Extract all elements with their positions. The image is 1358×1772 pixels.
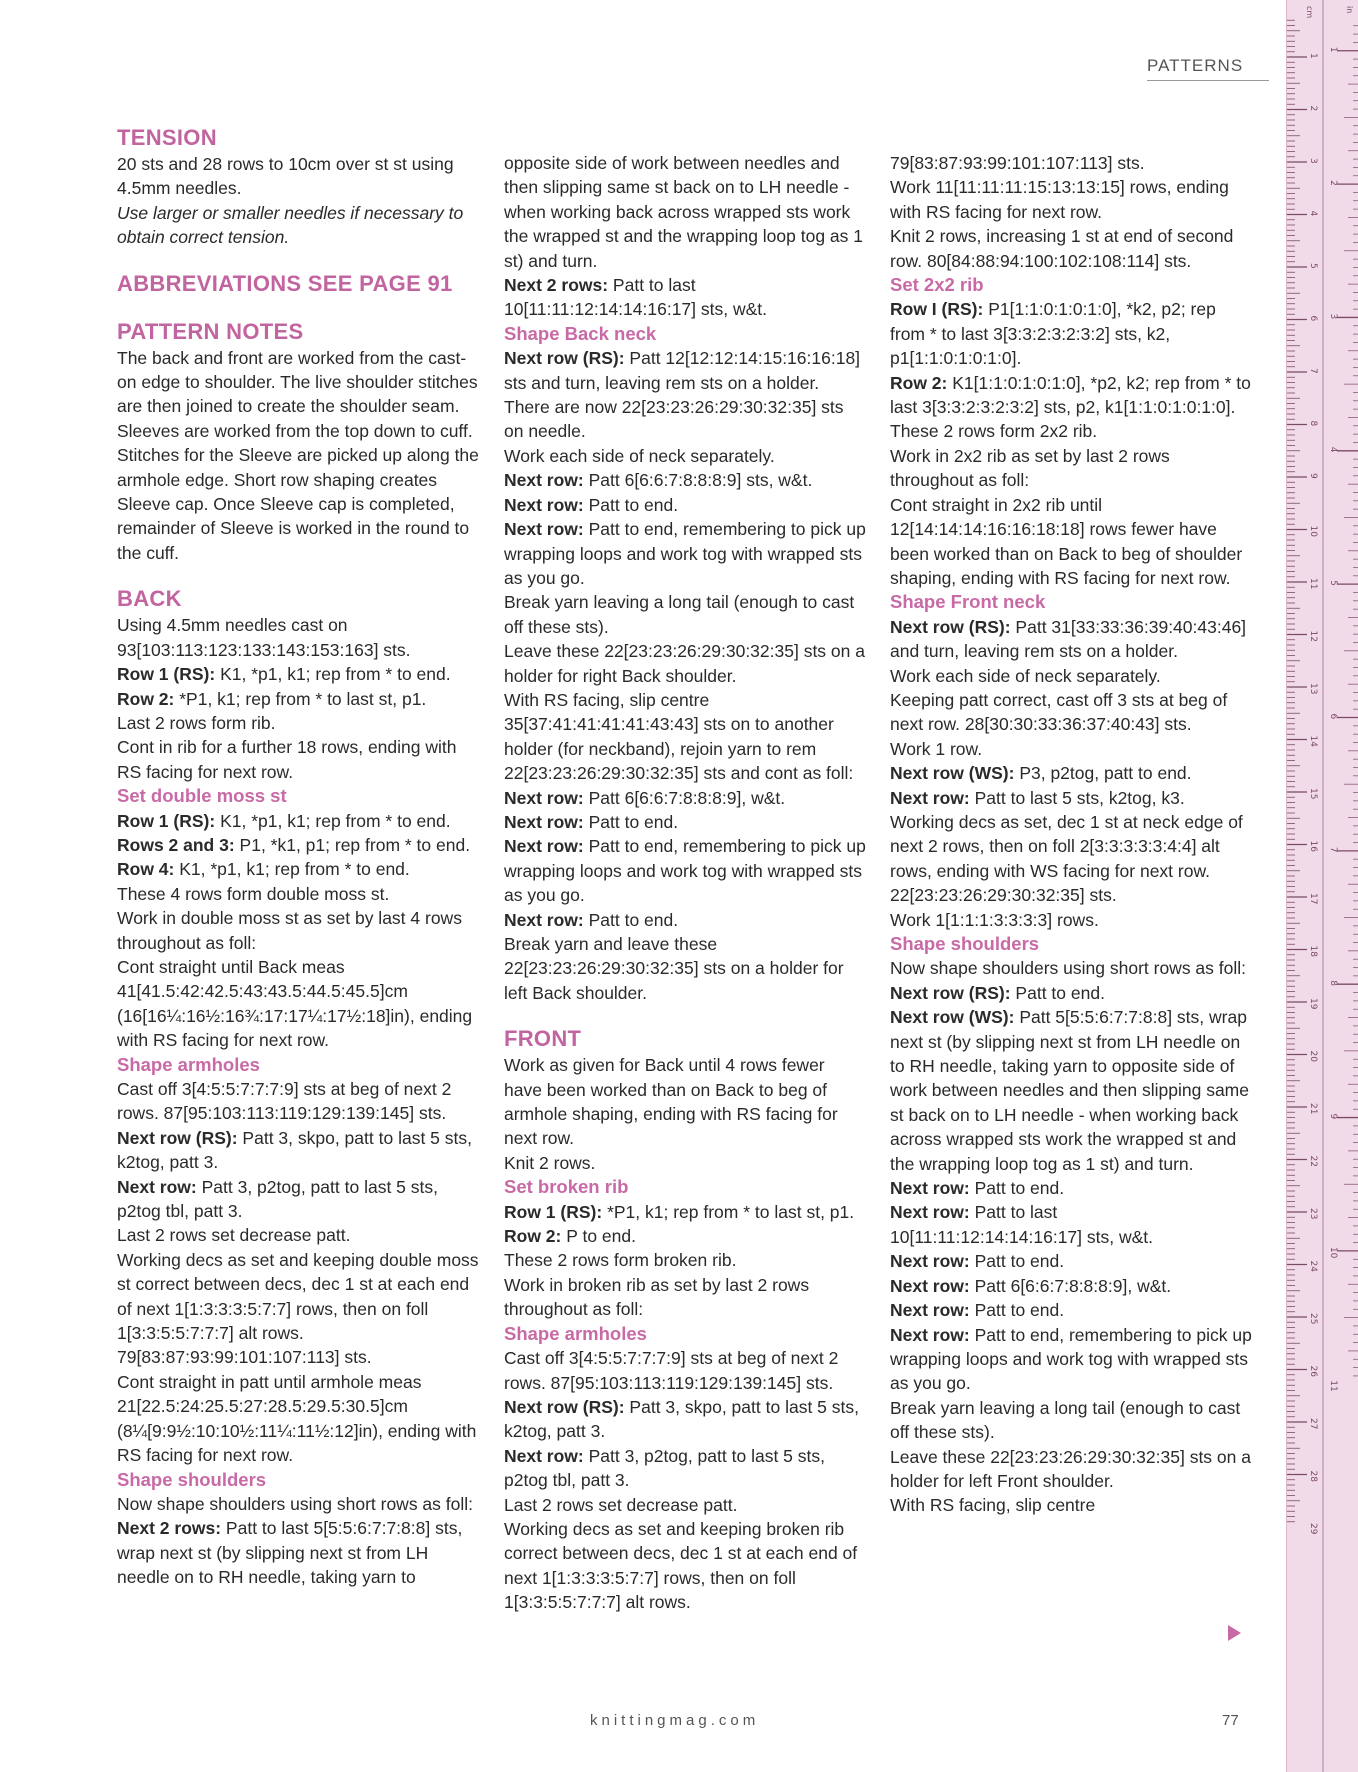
- instruction: Working decs as set and keeping broken rib correct between decs, dec 1 st at each end of next 1[1:3:3:3:5:7:7] rows, then on foll 1[3:3:5:5:7:7:7] alt rows.: [504, 1518, 858, 1613]
- row-instruction: [890, 786, 1252, 810]
- row-instruction: [504, 468, 866, 492]
- row-label: Next row:: [504, 836, 584, 857]
- ruler-cm-label: 24: [1308, 1260, 1318, 1272]
- instruction: Cont straight in 2x2 rib until 12[14:14:14:16:16:18:18] rows fewer have been worked than on Back to beg of shoulder shaping, ending with RS facing for next row.: [890, 494, 1243, 588]
- row-instruction: [504, 493, 866, 517]
- row-text: Patt to end, remembering to pick up wrapping loops and work tog with wrapped sts as you go.: [890, 1324, 1252, 1394]
- ruler-inch-label: 4: [1328, 446, 1338, 453]
- row-instruction: [504, 1224, 866, 1248]
- row-instruction: [504, 908, 866, 932]
- row-instruction: [504, 834, 866, 907]
- ruler-cm-label: 22: [1308, 1155, 1318, 1167]
- row-text: P to end.: [561, 1226, 636, 1247]
- row-label: Next row:: [504, 494, 584, 515]
- row-label: Rows 2 and 3:: [117, 834, 235, 855]
- ruler-unit-in: in: [1345, 6, 1354, 14]
- row-label: Next row:: [890, 1178, 970, 1199]
- ruler-cm-label: 23: [1308, 1208, 1318, 1220]
- row-instruction: [890, 615, 1252, 664]
- instruction: opposite side of work between needles and then slipping same st back on to LH needle - when working back across wrapped sts work the wrapped st and the wrapping loop tog as 1 st) and turn.: [504, 153, 863, 271]
- ruler-cm-label: 3: [1308, 158, 1318, 164]
- instruction: Last 2 rows set decrease patt.: [117, 1225, 351, 1246]
- ruler-cm-label: 26: [1308, 1365, 1318, 1377]
- row-text: Patt to last 5[5:5:6:7:7:8:8] sts, wrap next st (by slipping next st from LH needle on to RH needle, taking yarn to: [117, 1518, 463, 1588]
- notes-paragraph: The back and front are worked from the cast-on edge to shoulder. The live shoulder stitches are then joined to create the shoulder seam.: [117, 347, 478, 417]
- column-1: [117, 124, 479, 1590]
- instruction: Work each side of neck separately.: [504, 445, 775, 466]
- row-label: Next row (RS):: [117, 1127, 238, 1148]
- abbreviations-heading: ABBREVIATIONS SEE PAGE 91: [117, 270, 453, 296]
- ruler-cm-label: 14: [1308, 735, 1318, 747]
- row-text: Patt 6[6:6:7:8:8:8:9] sts, w&t.: [583, 470, 813, 491]
- ruler-unit-cm: cm: [1305, 6, 1314, 19]
- row-instruction: [890, 297, 1252, 370]
- ruler-inch-label: 8: [1328, 980, 1338, 986]
- ruler-cm-label: 29: [1308, 1523, 1318, 1535]
- instruction: Break yarn leaving a long tail (enough to cast off these sts).: [890, 1397, 1241, 1443]
- row-text: Patt to end.: [583, 811, 679, 832]
- instruction: Last 2 rows form rib.: [117, 712, 276, 733]
- ruler-cm-label: 1: [1308, 53, 1318, 59]
- row-label: Next 2 rows:: [117, 1518, 222, 1539]
- row-label: Next row (RS):: [890, 616, 1011, 637]
- row-label: Next row (RS):: [504, 1396, 625, 1417]
- row-label: Next row:: [890, 1275, 970, 1296]
- row-label: Next row:: [504, 1445, 584, 1466]
- ruler-cm-label: 10: [1308, 525, 1318, 537]
- row-text: Patt to last 5 sts, k2tog, k3.: [969, 787, 1185, 808]
- row-label: Row 2:: [504, 1226, 562, 1247]
- row-label: Row 1 (RS):: [117, 664, 216, 685]
- row-text: Patt 3, skpo, patt to last 5 sts, k2tog, patt 3.: [117, 1127, 472, 1173]
- row-instruction: [504, 273, 866, 322]
- row-label: Next row (WS):: [890, 1007, 1015, 1028]
- row-text: Patt to end.: [1010, 982, 1105, 1003]
- row-label: Row I (RS):: [890, 299, 984, 320]
- ruler-cm-label: 2: [1308, 105, 1318, 112]
- row-instruction: [504, 346, 866, 395]
- row-text: Patt to last 10[11:11:12:14:14:16:17] sts, w&t.: [890, 1202, 1154, 1247]
- row-instruction: [504, 786, 866, 810]
- ruler-inch-label: 5: [1328, 580, 1338, 586]
- row-instruction: [504, 1200, 866, 1224]
- instruction: Using 4.5mm needles cast on 93[103:113:123:133:143:153:163] sts.: [117, 615, 411, 660]
- ruler-cm-label: 13: [1308, 683, 1318, 695]
- row-instruction: [890, 1176, 1252, 1200]
- row-label: Next row (RS):: [504, 348, 625, 369]
- row-instruction: [890, 1274, 1252, 1298]
- row-instruction: [504, 517, 866, 590]
- row-text: Patt 3, p2tog, patt to last 5 sts, p2tog tbl, patt 3.: [117, 1176, 438, 1222]
- instruction: Now shape shoulders using short rows as foll:: [117, 1493, 474, 1514]
- instruction: These 2 rows form 2x2 rib.: [890, 421, 1098, 442]
- ruler-cm-label: 27: [1308, 1418, 1318, 1430]
- instruction: Working decs as set, dec 1 st at neck edge of next 2 rows, then on foll 2[3:3:3:3:3:4:4] alt rows, ending with WS facing for next row. 22[23:23:26:29:30:32:35] sts.: [890, 811, 1243, 906]
- shape-shoulders-subheading: Shape shoulders: [117, 1468, 267, 1490]
- instruction: Knit 2 rows, increasing 1 st at end of second row. 80[84:88:94:100:102:108:114] sts.: [890, 226, 1234, 271]
- ruler-cm-label: 12: [1308, 630, 1318, 642]
- ruler-cm-label: 8: [1308, 420, 1318, 427]
- row-text: Patt 12[12:12:14:15:16:16:18] sts and turn, leaving rem sts on a holder.: [504, 348, 861, 393]
- double-moss-subheading: Set double moss st: [117, 785, 287, 807]
- row-label: Row 4:: [117, 859, 175, 880]
- instruction: Leave these 22[23:23:26:29:30:32:35] sts on a holder for left Front shoulder.: [890, 1446, 1251, 1491]
- ruler-cm-label: 6: [1308, 315, 1318, 322]
- page-number: 77: [1222, 1712, 1239, 1729]
- row-instruction: [117, 809, 479, 833]
- ruler-inch-label: 11: [1328, 1380, 1338, 1392]
- ruler-inch-label: 10: [1328, 1246, 1338, 1259]
- row-label: Next row:: [117, 1176, 197, 1197]
- instruction: Working decs as set and keeping double moss st correct between decs, dec 1 st at each end of next 1[1:3:3:3:5:7:7] rows, then on foll 1[3:3:5:5:7:7:7] alt rows. 79[83:87:93:99:101:107:113] sts.: [117, 1249, 479, 1368]
- ruler-inch-label: 9: [1328, 1113, 1338, 1120]
- row-text: Patt 5[5:5:6:7:7:8:8] sts, wrap next st (by slipping next st from LH needle on to RH needle, taking yarn to opposite side of work between needles and then slipping same st back on to LH needle - when working back across wrapped sts work the wrapped st and the wrapping loop tog as 1 st) and turn.: [890, 1007, 1249, 1174]
- front-armholes-subheading: Shape armholes: [504, 1322, 647, 1344]
- back-heading: BACK: [117, 586, 182, 612]
- row-label: Next row:: [504, 470, 584, 491]
- row-instruction: [890, 1323, 1252, 1396]
- row-text: K1, *p1, k1; rep from * to end.: [174, 859, 410, 880]
- instruction: Work as given for Back until 4 rows fewer have been worked than on Back to beg of armhole shaping, ending with RS facing for next row.: [504, 1055, 838, 1149]
- row-label: Next row:: [504, 519, 584, 540]
- pattern-notes-heading: PATTERN NOTES: [117, 318, 304, 344]
- instruction: Cast off 3[4:5:5:7:7:7:9] sts at beg of next 2 rows. 87[95:103:113:119:129:139:145] sts.: [117, 1079, 452, 1124]
- row-label: Next row:: [890, 1251, 970, 1272]
- shape-back-neck-subheading: Shape Back neck: [504, 322, 657, 344]
- instruction: With RS facing, slip centre 35[37:41:41:41:41:43:43] sts on to another holder (for neckband), rejoin yarn to rem 22[23:23:26:29:30:32:35] sts and cont as foll:: [504, 689, 854, 784]
- tension-note: Use larger or smaller needles if necessary to obtain correct tension.: [117, 202, 464, 248]
- rib-2x2-subheading: Set 2x2 rib: [890, 274, 984, 296]
- row-text: Patt to end, remembering to pick up wrapping loops and work tog with wrapped sts as you go.: [504, 836, 866, 906]
- ruler-inch-label: 1: [1328, 46, 1338, 53]
- row-text: P1[1:1:0:1:0:1:0], *k2, p2; rep from * to last 3[3:3:2:3:2:3:2] sts, k2, p1[1:1:0:1:0:1:0].: [890, 299, 1216, 369]
- row-text: Patt 6[6:6:7:8:8:8:9], w&t.: [583, 787, 786, 808]
- row-text: K1[1:1:0:1:0:1:0], *p2, k2; rep from * to last 3[3:3:2:3:2:3:2] sts, p2, k1[1:1:0:1:0:1:0].: [890, 372, 1251, 418]
- instruction: Break yarn leaving a long tail (enough to cast off these sts).: [504, 592, 855, 637]
- instruction: Work 1 row.: [890, 738, 983, 759]
- row-text: Patt to end.: [583, 909, 679, 930]
- row-text: Patt to end.: [583, 494, 679, 515]
- shape-armholes-subheading: Shape armholes: [117, 1053, 260, 1075]
- instruction: Break yarn and leave these 22[23:23:26:29:30:32:35] sts on a holder for left Back shoulder.: [504, 934, 844, 1003]
- row-instruction: [117, 662, 479, 686]
- instruction: With RS facing, slip centre: [890, 1495, 1096, 1516]
- ruler-cm-label: 25: [1308, 1313, 1318, 1325]
- row-label: Next row (WS):: [890, 763, 1015, 784]
- ruler-inch-label: 7: [1328, 846, 1338, 853]
- measuring-ruler: [1286, 0, 1358, 1772]
- footer-website: knittingmag.com: [590, 1712, 760, 1729]
- instruction: Keeping patt correct, cast off 3 sts at beg of next row. 28[30:30:33:36:37:40:43] sts.: [890, 689, 1228, 735]
- row-instruction: [117, 857, 479, 881]
- row-text: Patt to last 10[11:11:12:14:14:16:17] sts, w&t.: [504, 275, 768, 320]
- instruction: These 4 rows form double moss st.: [117, 883, 390, 904]
- ruler-inch-label: 2: [1328, 180, 1338, 186]
- row-instruction: [504, 1395, 866, 1444]
- row-instruction: [890, 981, 1252, 1005]
- tension-text: 20 sts and 28 rows to 10cm over st st using 4.5mm needles.: [117, 154, 454, 199]
- column-3: [890, 151, 1252, 1518]
- shape-front-neck-subheading: Shape Front neck: [890, 591, 1046, 613]
- column-2: [504, 151, 866, 1615]
- ruler-ticks: [1287, 0, 1358, 1772]
- instruction: Work each side of neck separately.: [890, 665, 1161, 686]
- row-text: P1, *k1, p1; rep from * to end.: [234, 834, 471, 855]
- row-text: P3, p2tog, patt to end.: [1014, 763, 1192, 784]
- ruler-cm-label: 21: [1308, 1103, 1318, 1115]
- row-text: Patt to end.: [969, 1300, 1065, 1321]
- row-text: *P1, k1; rep from * to last st, p1.: [602, 1201, 855, 1222]
- row-text: Patt 3, skpo, patt to last 5 sts, k2tog, patt 3.: [504, 1396, 859, 1442]
- row-instruction: [117, 687, 479, 711]
- tension-heading: TENSION: [117, 125, 217, 150]
- row-text: Patt 31[33:33:36:39:40:43:46] and turn, leaving rem sts on a holder.: [890, 616, 1247, 662]
- instruction: There are now 22[23:23:26:29:30:32:35] sts on needle.: [504, 397, 844, 442]
- row-instruction: [504, 810, 866, 834]
- row-text: Patt 6[6:6:7:8:8:8:9], w&t.: [969, 1275, 1172, 1296]
- row-label: Next row:: [890, 787, 970, 808]
- row-instruction: [890, 1249, 1252, 1273]
- notes-paragraph: Sleeves are worked from the top down to cuff. Stitches for the Sleeve are picked up along the armhole edge. Short row shaping creates Sleeve cap. Once Sleeve cap is completed, remainder of Sleeve is worked in the round to the cuff.: [117, 420, 479, 563]
- row-instruction: [890, 1005, 1252, 1176]
- instruction: Cont straight in patt until armhole meas 21[22.5:24:25.5:27:28.5:29.5:30.5]cm (8¼[9:9½:10:10½:11¼:11½:12]in), ending with RS facing for next row.: [117, 1371, 477, 1466]
- row-text: K1, *p1, k1; rep from * to end.: [215, 664, 451, 685]
- ruler-cm-label: 16: [1308, 840, 1318, 852]
- row-text: K1, *p1, k1; rep from * to end.: [215, 810, 451, 831]
- row-text: Patt to end, remembering to pick up wrapping loops and work tog with wrapped sts as you go.: [504, 519, 866, 588]
- instruction: These 2 rows form broken rib.: [504, 1250, 737, 1271]
- front-heading: FRONT: [504, 1026, 582, 1052]
- row-instruction: [117, 833, 479, 857]
- row-text: Patt to end.: [969, 1251, 1065, 1272]
- row-label: Row 1 (RS):: [117, 810, 216, 831]
- section-label: PATTERNS: [1147, 56, 1269, 81]
- ruler-cm-label: 19: [1308, 998, 1318, 1010]
- row-text: *P1, k1; rep from * to last st, p1.: [174, 688, 427, 709]
- instruction: Work 1[1:1:1:3:3:3:3] rows.: [890, 909, 1099, 930]
- row-text: Patt 3, p2tog, patt to last 5 sts, p2tog tbl, patt 3.: [504, 1445, 825, 1491]
- row-instruction: [504, 1444, 866, 1493]
- row-instruction: [890, 1200, 1252, 1249]
- ruler-cm-label: 11: [1308, 578, 1318, 590]
- instruction: Work 11[11:11:11:15:13:13:15] rows, ending with RS facing for next row.: [890, 177, 1229, 222]
- instruction: Work in double moss st as set by last 4 rows throughout as foll:: [117, 908, 462, 953]
- instruction: Work in 2x2 rib as set by last 2 rows throughout as foll:: [890, 445, 1170, 491]
- row-instruction: [117, 1126, 479, 1175]
- ruler-cm-label: 5: [1308, 263, 1318, 269]
- ruler-inch-label: 6: [1328, 713, 1338, 720]
- row-instruction: [890, 1298, 1252, 1322]
- instruction: Last 2 rows set decrease patt.: [504, 1494, 738, 1515]
- row-instruction: [117, 1175, 479, 1224]
- row-label: Next row:: [890, 1324, 970, 1345]
- row-label: Row 1 (RS):: [504, 1201, 603, 1222]
- row-label: Next row:: [504, 909, 584, 930]
- ruler-cm-label: 28: [1308, 1470, 1318, 1482]
- row-instruction: [890, 761, 1252, 785]
- ruler-cm-label: 18: [1308, 945, 1318, 957]
- row-instruction: [117, 1516, 479, 1589]
- ruler-cm-label: 15: [1308, 788, 1318, 800]
- instruction: Cast off 3[4:5:5:7:7:7:9] sts at beg of next 2 rows. 87[95:103:113:119:129:139:145] sts.: [504, 1348, 839, 1393]
- row-label: Next 2 rows:: [504, 275, 609, 296]
- row-label: Row 2:: [117, 688, 175, 709]
- broken-rib-subheading: Set broken rib: [504, 1176, 629, 1198]
- instruction: Leave these 22[23:23:26:29:30:32:35] sts on a holder for right Back shoulder.: [504, 641, 865, 686]
- ruler-cm-label: 20: [1308, 1050, 1318, 1062]
- instruction: Knit 2 rows.: [504, 1152, 596, 1173]
- ruler-cm-label: 9: [1308, 473, 1318, 479]
- row-label: Row 2:: [890, 372, 948, 393]
- continue-arrow-icon: [1228, 1625, 1241, 1641]
- row-text: Patt to end.: [969, 1178, 1065, 1199]
- instruction: Now shape shoulders using short rows as foll:: [890, 958, 1247, 979]
- row-label: Next row:: [890, 1300, 970, 1321]
- row-label: Next row:: [504, 811, 584, 832]
- ruler-inch-label: 3: [1328, 313, 1338, 320]
- instruction: Cont straight until Back meas 41[41.5:42:42.5:43:43.5:44.5:45.5]cm (16[16¼:16½:16¾:17:17¼:17½:18]in), ending with RS facing for next row.: [117, 956, 473, 1051]
- ruler-cm-label: 4: [1308, 210, 1318, 217]
- row-instruction: [890, 371, 1252, 420]
- row-label: Next row:: [504, 787, 584, 808]
- front-shoulders-subheading: Shape shoulders: [890, 933, 1040, 954]
- row-label: Next row:: [890, 1202, 970, 1223]
- ruler-cm-label: 17: [1308, 893, 1318, 905]
- instruction: Cont in rib for a further 18 rows, ending with RS facing for next row.: [117, 737, 457, 782]
- instruction: Work in broken rib as set by last 2 rows throughout as foll:: [504, 1274, 810, 1320]
- row-label: Next row (RS):: [890, 982, 1011, 1003]
- instruction: 79[83:87:93:99:101:107:113] sts.: [890, 153, 1145, 173]
- ruler-cm-label: 7: [1308, 368, 1318, 374]
